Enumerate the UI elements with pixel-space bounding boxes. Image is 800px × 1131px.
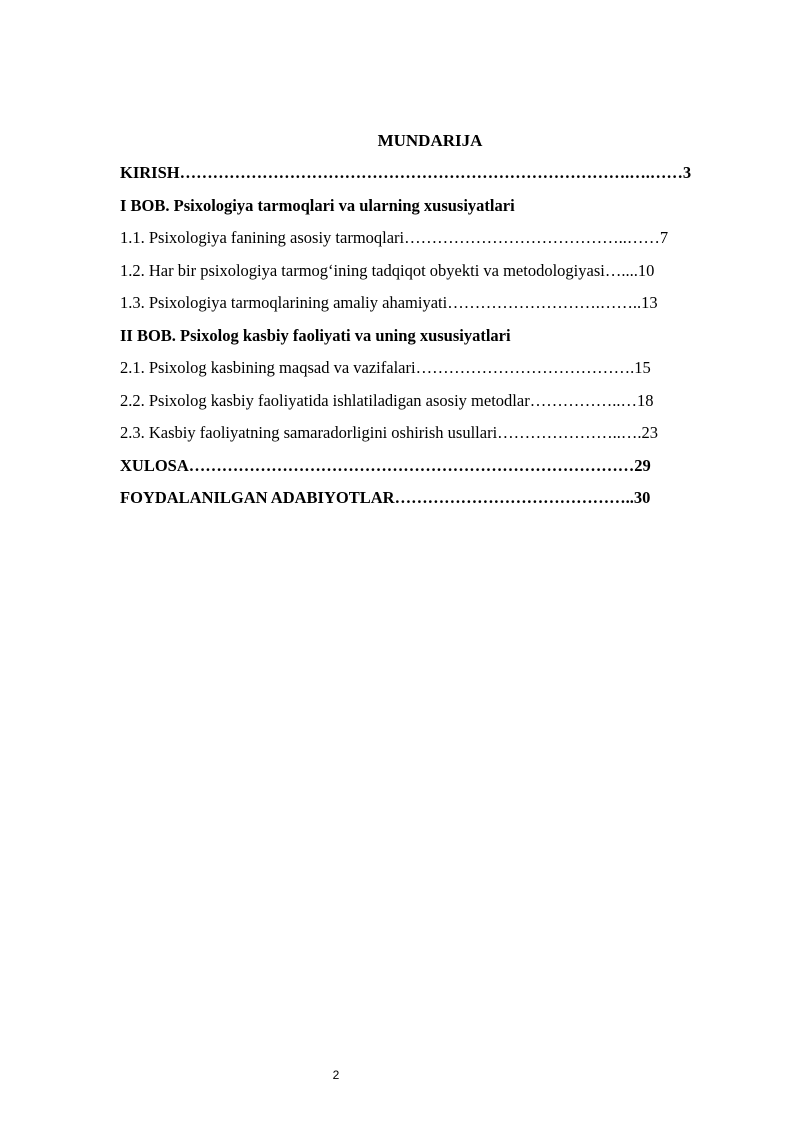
toc-entry-xulosa: XULOSA………………………………………………………………………29 (120, 455, 651, 475)
toc-entry-2-1: 2.1. Psixolog kasbining maqsad va vazifalari………………………………….15 (120, 358, 651, 377)
toc-entry-kirish: KIRISH……………………………………………………………………….….……3 (120, 163, 692, 182)
toc-chapter-1-heading: I BOB. Psixologiya tarmoqlari va ularning xususiyatlari (120, 195, 515, 215)
table-of-contents (120, 162, 740, 520)
page-number: 2 (332, 1068, 340, 1082)
toc-entry-1-2: 1.2. Har bir psixologiya tarmog‘ining tadqiqot obyekti va metodologiyasi…....10 (120, 260, 655, 280)
toc-entry-1-3: 1.3. Psixologiya tarmoqlarining amaliy ahamiyati……………………….……..13 (120, 293, 658, 312)
toc-entry-2-2: 2.2. Psixolog kasbiy faoliyatida ishlatiladigan asosiy metodlar……………..…18 (120, 390, 654, 410)
toc-chapter-2-heading: II BOB. Psixolog kasbiy faoliyati va uning xususiyatlari (120, 325, 511, 345)
toc-entry-2-3: 2.3. Kasbiy faoliyatning samaradorligini oshirish usullari…………………..….23 (120, 423, 659, 442)
toc-entry-references: FOYDALANILGAN ADABIYOTLAR……………………………………..30 (120, 488, 651, 507)
page-title: MUNDARIJA (377, 131, 483, 150)
toc-entry-1-1: 1.1. Psixologiya fanining asosiy tarmoqlari…………………………………..……7 (120, 228, 669, 247)
